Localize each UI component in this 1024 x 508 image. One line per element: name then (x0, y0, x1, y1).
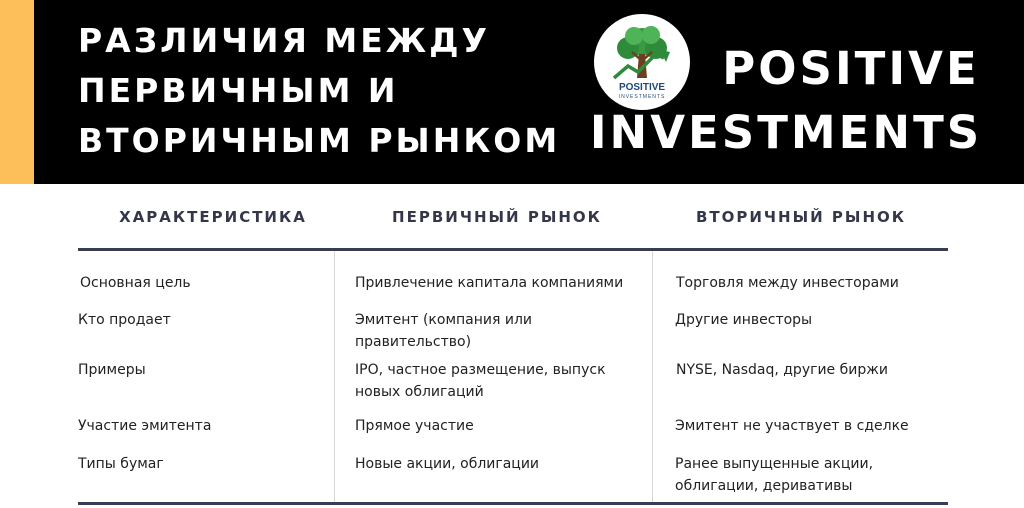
page-title (78, 16, 560, 166)
accent-bar (0, 0, 34, 184)
row-5-characteristic: Типы бумаг (78, 456, 164, 472)
row-3-secondary: NYSE, Nasdaq, другие биржи (676, 362, 888, 378)
column-divider-2 (652, 251, 653, 502)
row-2-primary: Эмитент (компания или правительство) (355, 312, 533, 350)
logo-text-sub: INVESTMENTS (618, 94, 666, 100)
row-1-characteristic: Основная цель (80, 275, 191, 291)
brand-line-2: INVESTMENTS (589, 106, 983, 159)
row-5-primary: Новые акции, облигации (355, 456, 540, 472)
row-2-characteristic: Кто продает (78, 312, 171, 328)
footer-rule (78, 502, 948, 505)
row-4-secondary: Эмитент не участвует в сделке (675, 418, 909, 434)
logo-text-main: POSITIVE (618, 82, 666, 93)
title-line-2: ПЕРВИЧНЫМ И (78, 71, 399, 110)
row-4-primary: Прямое участие (355, 418, 474, 434)
title-line-1: РАЗЛИЧИЯ МЕЖДУ (78, 21, 490, 60)
column-header-primary: ПЕРВИЧНЫЙ РЫНОК (392, 208, 602, 226)
header-rule (78, 248, 948, 251)
column-divider-1 (334, 251, 335, 502)
row-1-primary: Привлечение капитала компаниями (355, 275, 624, 291)
column-header-secondary: ВТОРИЧНЫЙ РЫНОК (695, 208, 907, 226)
row-3-characteristic: Примеры (78, 362, 146, 378)
brand-line-1: POSITIVE (722, 42, 980, 95)
row-1-secondary: Торговля между инвесторами (676, 275, 899, 291)
header-banner (34, 0, 1024, 184)
brand-name (579, 40, 993, 164)
row-3-primary: IPO, частное размещение, выпуск новых облигаций (355, 362, 606, 400)
column-header-characteristic: ХАРАКТЕРИСТИКА (119, 208, 307, 226)
row-2-secondary: Другие инвесторы (675, 312, 813, 328)
row-5-secondary: Ранее выпущенные акции, облигации, деривативы (675, 456, 874, 494)
row-4-characteristic: Участие эмитента (78, 418, 212, 434)
title-line-3: ВТОРИЧНЫМ РЫНКОМ (78, 121, 561, 160)
